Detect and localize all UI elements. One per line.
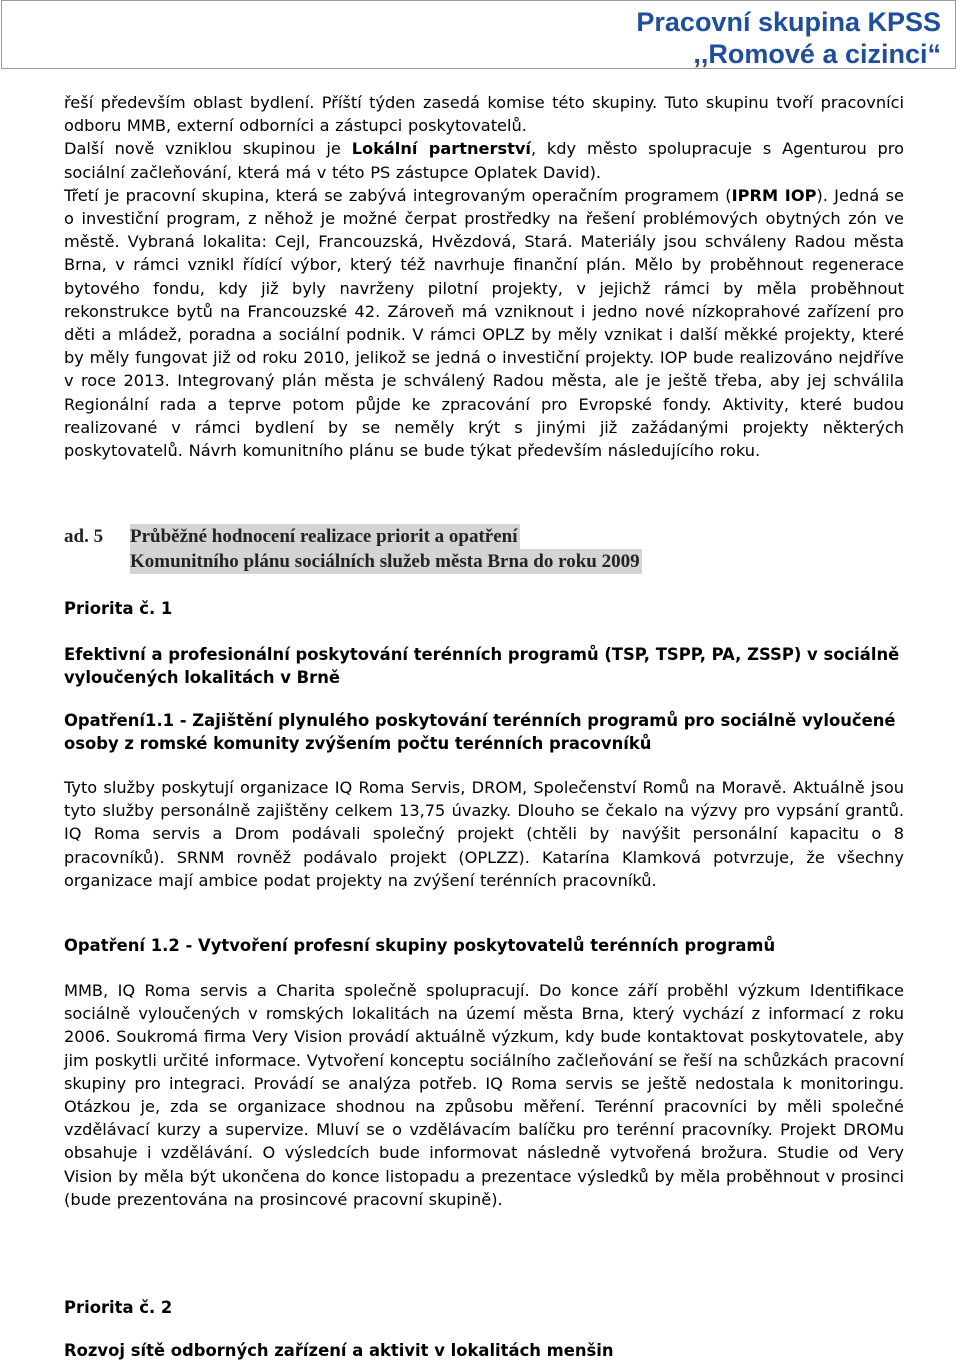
header-title-line1: Pracovní skupina KPSS: [636, 7, 941, 37]
header-title-line2: ,,Romové a cizinci“: [693, 39, 941, 69]
lokalni-partnerstvi-bold: Lokální partnerství: [351, 139, 531, 159]
measure-1-2-title: Opatření 1.2 - Vytvoření profesní skupiny poskytovatelů terénních programů: [64, 936, 776, 955]
header-title: [636, 6, 941, 70]
section-5-number: ad. 5: [64, 526, 104, 547]
page-header: [1, 0, 956, 69]
priority-2-label: Priorita č. 2: [64, 1298, 173, 1317]
section-5-title-line2: Komunitního plánu sociálních služeb města Brna do roku 2009: [130, 551, 640, 572]
section-5-title-line1: Průběžné hodnocení realizace priorit a opatření: [130, 526, 518, 547]
intro-paragraph-2: [64, 137, 904, 183]
intro-p2-text-b: , kdy město spolupracuje s Agenturou pro sociální začleňování, která má v této PS zástupce Oplatek David).: [64, 139, 904, 182]
intro-paragraph-1: řeší především oblast bydlení. Příští týden zasedá komise této skupiny. Tuto skupinu tvoří pracovníci odboru MMB, externí odborníci a zástupci poskytovatelů.: [64, 93, 904, 136]
section-5-title: [130, 524, 642, 574]
measure-1-1-title: Opatření1.1 - Zajištění plynulého poskytování terénních programů pro sociálně vyloučené osoby z romské komunity zvýšením počtu terénních pracovníků: [64, 711, 896, 753]
measure-1-2-text: MMB, IQ Roma servis a Charita společně spolupracují. Do konce září proběhl výzkum Identifikace sociálně vyloučených v romských lokalitách na území města Brna, který vychází z informací z roku 2006. Soukromá firma Very Vision provádí aktuálně výzkum, kdy bude kontaktovat poskytovatele, aby jim poskytli určité informace. Vytvoření konceptu sociálního začleňování se řeší na schůzkách pracovní skupiny pro integraci. Provádí se analýza potřeb. IQ Roma servis se ještě nedostala k monitoringu. Otázkou je, zda se organizace shodnou na způsobu měření. Terénní pracovníci by měli společné vzdělávací kurzy a supervize. Mluví se o vzdělávacím balíčku pro terénní pracovníky. Projekt DROMu obsahuje i vzdělávání. O výsledcích bude informovat následně vytvořená brožura. Studie od Very Vision by měla být ukončena do konce listopadu a prezentace výsledků by měla proběhnout v prosinci (bude prezentována na prosincové pracovní skupině).: [64, 981, 904, 1209]
intro-p3-text-a: Třetí je pracovní skupina, která se zabývá integrovaným operačním programem (: [64, 185, 732, 205]
intro-section: [64, 91, 904, 462]
priority-1-label: Priorita č. 1: [64, 599, 173, 618]
iprm-iop-bold: IPRM IOP: [731, 185, 817, 205]
intro-p3-text-b: ). Jedná se o investiční program, z něhož je možné čerpat prostředky na řešení problémových obytných zón ve městě. Vybraná lokalita: Cejl, Francouzská, Hvězdová, Stará. Materiály jsou schváleny Radou města Brna, v rámci vznikl řídící výbor, který též navrhuje finanční plán. Mělo by proběhnout regenerace bytového fondu, kdy již byly navrženy pilotní projekty, v jejichž rámci by měla proběhnout rekonstrukce bytů na Francouzské 42. Zároveň má vzniknout i jedno nové nízkoprahové zařízení pro děti a mládež, poradna a sociální podnik. V rámci OPLZ by měly vznikat i další měkké projekty, které by měly fungovat již od roku 2010, jelikož se jedná o investiční projekty. IOP bude realizováno nejdříve v roce 2013. Integrovaný plán města je schválený Radou města, ale je ještě třeba, aby jej schválila Regionální rada a teprve potom půjde ke zpracování pro Evropské fondy. Aktivity, které budou realizované v rámci bydlení by se neměly krýt s jinými již zažádanými projekty některých poskytovatelů. Návrh komunitního plánu se bude týkat především následujícího roku.: [64, 185, 904, 461]
priority-2-title: Rozvoj sítě odborných zařízení a aktivit v lokalitách menšin: [64, 1341, 614, 1360]
intro-p2-text-a: Další nově vzniklou skupinou je: [64, 139, 352, 159]
priority-1-title: Efektivní a profesionální poskytování terénních programů (TSP, TSPP, PA, ZSSP) v sociálně vyloučených lokalitách v Brně: [64, 645, 900, 687]
measure-1-1-text: Tyto služby poskytují organizace IQ Roma Servis, DROM, Společenství Romů na Moravě. Aktuálně jsou tyto služby personálně zajištěny celkem 13,75 úvazky. Dlouho se čekalo na výzvy pro vypsání grantů. IQ Roma servis a Drom podávali společný projekt (chtěli by navýšit personální kapacitu o 8 pracovníků). SRNM rovněž podávalo projekt (OPLZZ). Katarína Klamková potvrzuje, že všechny organizace mají ambice podat projekty na zvýšení terénních pracovníků.: [64, 778, 904, 890]
intro-paragraph-3: [64, 184, 904, 462]
